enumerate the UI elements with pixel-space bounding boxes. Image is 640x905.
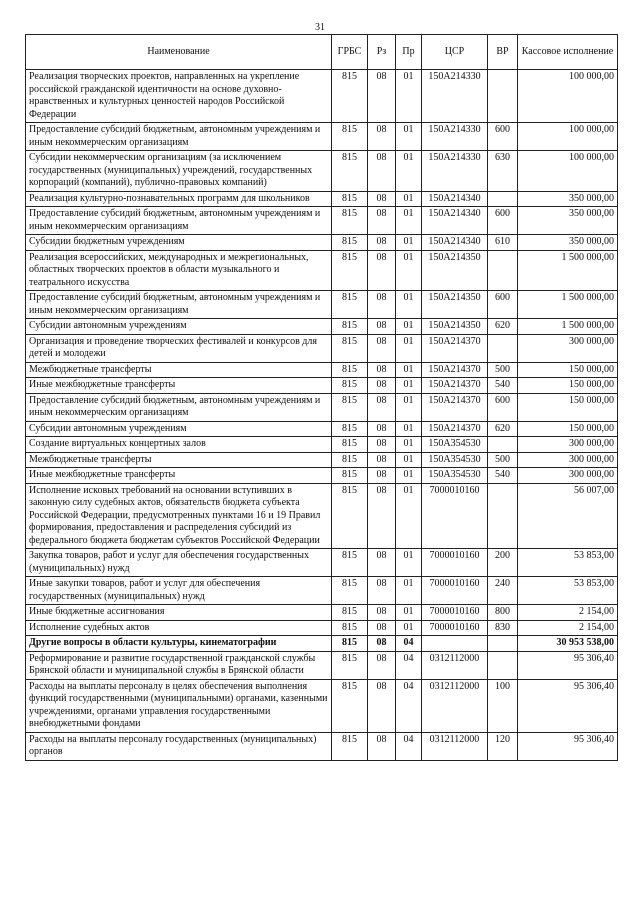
cell-name: Субсидии бюджетным учреждениям	[26, 235, 332, 251]
cell-csr: 7000010160	[422, 483, 488, 549]
cell-csr: 150A214370	[422, 378, 488, 394]
cell-pr: 01	[396, 452, 422, 468]
cell-pr: 04	[396, 651, 422, 679]
table-row	[26, 123, 618, 151]
cell-name: Субсидии автономным учреждениям	[26, 319, 332, 335]
cell-sum: 95 306,40	[518, 679, 618, 732]
cell-pr: 01	[396, 319, 422, 335]
cell-csr: 150A214340	[422, 207, 488, 235]
cell-csr: 150A214370	[422, 393, 488, 421]
budget-execution-table	[25, 34, 618, 761]
cell-rz: 08	[368, 151, 396, 192]
cell-pr: 01	[396, 483, 422, 549]
cell-name: Создание виртуальных концертных залов	[26, 437, 332, 453]
cell-rz: 08	[368, 291, 396, 319]
cell-name: Организация и проведение творческих фестивалей и конкурсов для детей и молодежи	[26, 334, 332, 362]
table-row	[26, 651, 618, 679]
cell-csr: 0312112000	[422, 732, 488, 760]
cell-name: Другие вопросы в области культуры, кинематографии	[26, 636, 332, 652]
cell-name: Иные межбюджетные трансферты	[26, 378, 332, 394]
cell-vr: 100	[488, 679, 518, 732]
cell-sum: 95 306,40	[518, 732, 618, 760]
cell-rz: 08	[368, 250, 396, 291]
cell-csr: 7000010160	[422, 577, 488, 605]
cell-grbs: 815	[332, 483, 368, 549]
cell-rz: 08	[368, 620, 396, 636]
cell-sum: 300 000,00	[518, 334, 618, 362]
cell-vr	[488, 70, 518, 123]
table-row	[26, 334, 618, 362]
cell-rz: 08	[368, 483, 396, 549]
cell-vr: 600	[488, 123, 518, 151]
cell-grbs: 815	[332, 362, 368, 378]
cell-rz: 08	[368, 468, 396, 484]
cell-sum: 150 000,00	[518, 362, 618, 378]
cell-sum: 56 007,00	[518, 483, 618, 549]
cell-csr: 7000010160	[422, 549, 488, 577]
cell-pr: 01	[396, 362, 422, 378]
cell-sum: 1 500 000,00	[518, 250, 618, 291]
cell-pr: 01	[396, 123, 422, 151]
cell-csr: 0312112000	[422, 651, 488, 679]
table-row	[26, 291, 618, 319]
header-name: Наименование	[26, 35, 332, 70]
table-row	[26, 679, 618, 732]
cell-sum: 95 306,40	[518, 651, 618, 679]
cell-name: Субсидии некоммерческим организациям (за исключением государственных (муниципальных) учреждений, государственных корпораций (компаний), публично-правовых компаний)	[26, 151, 332, 192]
cell-csr: 150A214330	[422, 123, 488, 151]
cell-vr	[488, 250, 518, 291]
cell-name: Межбюджетные трансферты	[26, 452, 332, 468]
cell-rz: 08	[368, 207, 396, 235]
cell-rz: 08	[368, 393, 396, 421]
cell-sum: 350 000,00	[518, 191, 618, 207]
cell-csr: 150A214340	[422, 191, 488, 207]
cell-grbs: 815	[332, 605, 368, 621]
table-row	[26, 437, 618, 453]
cell-csr: 150A214340	[422, 235, 488, 251]
cell-csr: 150A214370	[422, 334, 488, 362]
cell-pr: 01	[396, 151, 422, 192]
cell-name: Реализация культурно-познавательных программ для школьников	[26, 191, 332, 207]
table-row	[26, 577, 618, 605]
header-csr: ЦСР	[422, 35, 488, 70]
cell-vr: 500	[488, 452, 518, 468]
table-body	[26, 70, 618, 761]
cell-name: Исполнение судебных актов	[26, 620, 332, 636]
cell-vr	[488, 651, 518, 679]
cell-name: Предоставление субсидий бюджетным, автономным учреждениям и иным некоммерческим организациям	[26, 207, 332, 235]
cell-sum: 150 000,00	[518, 421, 618, 437]
cell-name: Иные закупки товаров, работ и услуг для обеспечения государственных (муниципальных) нужд	[26, 577, 332, 605]
table-row	[26, 378, 618, 394]
cell-csr: 150A214370	[422, 421, 488, 437]
cell-vr	[488, 437, 518, 453]
cell-pr: 01	[396, 235, 422, 251]
cell-sum: 300 000,00	[518, 468, 618, 484]
cell-sum: 1 500 000,00	[518, 291, 618, 319]
header-pr: Пр	[396, 35, 422, 70]
cell-csr: 150A214350	[422, 291, 488, 319]
cell-vr: 200	[488, 549, 518, 577]
cell-sum: 100 000,00	[518, 70, 618, 123]
cell-grbs: 815	[332, 679, 368, 732]
cell-name: Субсидии автономным учреждениям	[26, 421, 332, 437]
cell-vr: 120	[488, 732, 518, 760]
cell-csr: 150A214350	[422, 319, 488, 335]
table-row	[26, 235, 618, 251]
cell-grbs: 815	[332, 70, 368, 123]
cell-grbs: 815	[332, 291, 368, 319]
table-row	[26, 452, 618, 468]
table-row	[26, 393, 618, 421]
cell-grbs: 815	[332, 651, 368, 679]
cell-name: Расходы на выплаты персоналу государственных (муниципальных) органов	[26, 732, 332, 760]
cell-pr: 01	[396, 437, 422, 453]
cell-rz: 08	[368, 651, 396, 679]
cell-pr: 01	[396, 468, 422, 484]
cell-name: Предоставление субсидий бюджетным, автономным учреждениям и иным некоммерческим организациям	[26, 393, 332, 421]
cell-csr: 150A214330	[422, 151, 488, 192]
cell-grbs: 815	[332, 393, 368, 421]
cell-grbs: 815	[332, 468, 368, 484]
cell-name: Предоставление субсидий бюджетным, автономным учреждениям и иным некоммерческим организациям	[26, 123, 332, 151]
cell-vr	[488, 483, 518, 549]
cell-vr: 540	[488, 378, 518, 394]
cell-rz: 08	[368, 421, 396, 437]
cell-grbs: 815	[332, 250, 368, 291]
cell-pr: 01	[396, 421, 422, 437]
cell-pr: 01	[396, 577, 422, 605]
header-grbs: ГРБС	[332, 35, 368, 70]
cell-sum: 150 000,00	[518, 393, 618, 421]
cell-csr: 150A214350	[422, 250, 488, 291]
table-header-row	[26, 35, 618, 70]
cell-grbs: 815	[332, 421, 368, 437]
page-number: 31	[315, 22, 325, 33]
cell-grbs: 815	[332, 207, 368, 235]
cell-csr: 7000010160	[422, 620, 488, 636]
cell-vr: 800	[488, 605, 518, 621]
cell-rz: 08	[368, 549, 396, 577]
cell-csr	[422, 636, 488, 652]
cell-grbs: 815	[332, 378, 368, 394]
cell-rz: 08	[368, 679, 396, 732]
cell-grbs: 815	[332, 636, 368, 652]
table-row	[26, 207, 618, 235]
cell-pr: 01	[396, 378, 422, 394]
cell-csr: 150A214330	[422, 70, 488, 123]
cell-rz: 08	[368, 577, 396, 605]
cell-pr: 01	[396, 70, 422, 123]
table-row	[26, 468, 618, 484]
cell-pr: 01	[396, 620, 422, 636]
table-row	[26, 483, 618, 549]
cell-grbs: 815	[332, 452, 368, 468]
cell-grbs: 815	[332, 334, 368, 362]
cell-rz: 08	[368, 605, 396, 621]
cell-rz: 08	[368, 319, 396, 335]
cell-grbs: 815	[332, 732, 368, 760]
cell-grbs: 815	[332, 319, 368, 335]
cell-name: Иные межбюджетные трансферты	[26, 468, 332, 484]
cell-pr: 01	[396, 291, 422, 319]
cell-sum: 100 000,00	[518, 151, 618, 192]
table-row	[26, 636, 618, 652]
cell-vr: 500	[488, 362, 518, 378]
cell-sum: 350 000,00	[518, 235, 618, 251]
cell-vr: 620	[488, 421, 518, 437]
cell-rz: 08	[368, 362, 396, 378]
cell-rz: 08	[368, 452, 396, 468]
cell-grbs: 815	[332, 151, 368, 192]
cell-rz: 08	[368, 378, 396, 394]
table-row	[26, 191, 618, 207]
cell-csr: 150A214370	[422, 362, 488, 378]
cell-sum: 53 853,00	[518, 549, 618, 577]
cell-rz: 08	[368, 191, 396, 207]
table-row	[26, 732, 618, 760]
cell-vr: 620	[488, 319, 518, 335]
cell-rz: 08	[368, 334, 396, 362]
cell-sum: 1 500 000,00	[518, 319, 618, 335]
header-rz: Рз	[368, 35, 396, 70]
cell-rz: 08	[368, 732, 396, 760]
cell-name: Закупка товаров, работ и услуг для обеспечения государственных (муниципальных) нужд	[26, 549, 332, 577]
header-vr: ВР	[488, 35, 518, 70]
cell-name: Исполнение исковых требований на основании вступивших в законную силу судебных актов, обязательств бюджета субъекта Российской Федерации, предусмотренных пунктами 16 и 19 Правил формирования, предоставления и распределения субсидий из федерального бюджета бюджетам субъектов Российской Федерации	[26, 483, 332, 549]
cell-vr: 540	[488, 468, 518, 484]
cell-csr: 150A354530	[422, 452, 488, 468]
table-row	[26, 151, 618, 192]
cell-rz: 08	[368, 636, 396, 652]
cell-csr: 150A354530	[422, 437, 488, 453]
table-row	[26, 549, 618, 577]
cell-pr: 01	[396, 549, 422, 577]
table-row	[26, 605, 618, 621]
table-row	[26, 319, 618, 335]
table-row	[26, 421, 618, 437]
cell-grbs: 815	[332, 549, 368, 577]
cell-sum: 350 000,00	[518, 207, 618, 235]
cell-csr: 150A354530	[422, 468, 488, 484]
cell-pr: 04	[396, 679, 422, 732]
cell-pr: 04	[396, 732, 422, 760]
cell-pr: 01	[396, 605, 422, 621]
cell-grbs: 815	[332, 123, 368, 151]
cell-vr: 830	[488, 620, 518, 636]
cell-csr: 7000010160	[422, 605, 488, 621]
cell-name: Предоставление субсидий бюджетным, автономным учреждениям и иным некоммерческим организациям	[26, 291, 332, 319]
cell-grbs: 815	[332, 577, 368, 605]
cell-sum: 2 154,00	[518, 620, 618, 636]
cell-pr: 01	[396, 250, 422, 291]
cell-name: Реализация всероссийских, международных и межрегиональных, областных творческих проектов в области музыкального и театрального искусства	[26, 250, 332, 291]
cell-name: Реализация творческих проектов, направленных на укрепление российской гражданской идентичности на основе духовно-нравственных и культурных ценностей народов Российской Федерации	[26, 70, 332, 123]
cell-name: Межбюджетные трансферты	[26, 362, 332, 378]
cell-rz: 08	[368, 235, 396, 251]
cell-sum: 53 853,00	[518, 577, 618, 605]
cell-rz: 08	[368, 70, 396, 123]
cell-rz: 08	[368, 123, 396, 151]
cell-grbs: 815	[332, 437, 368, 453]
cell-sum: 150 000,00	[518, 378, 618, 394]
cell-vr: 630	[488, 151, 518, 192]
cell-vr	[488, 191, 518, 207]
cell-vr	[488, 334, 518, 362]
cell-name: Иные бюджетные ассигнования	[26, 605, 332, 621]
table-row	[26, 362, 618, 378]
cell-vr: 610	[488, 235, 518, 251]
cell-grbs: 815	[332, 620, 368, 636]
cell-sum: 30 953 538,00	[518, 636, 618, 652]
cell-sum: 2 154,00	[518, 605, 618, 621]
header-sum: Кассовое исполнение	[518, 35, 618, 70]
cell-sum: 100 000,00	[518, 123, 618, 151]
cell-vr: 600	[488, 291, 518, 319]
cell-pr: 01	[396, 191, 422, 207]
table-row	[26, 70, 618, 123]
cell-pr: 01	[396, 207, 422, 235]
cell-pr: 01	[396, 393, 422, 421]
cell-pr: 04	[396, 636, 422, 652]
table-row	[26, 250, 618, 291]
cell-name: Реформирование и развитие государственной гражданской службы Брянской области и муниципальной службы в Брянской области	[26, 651, 332, 679]
cell-vr: 600	[488, 207, 518, 235]
cell-vr	[488, 636, 518, 652]
cell-grbs: 815	[332, 235, 368, 251]
cell-vr: 240	[488, 577, 518, 605]
cell-vr: 600	[488, 393, 518, 421]
cell-rz: 08	[368, 437, 396, 453]
cell-name: Расходы на выплаты персоналу в целях обеспечения выполнения функций государственными (муниципальными) органами, казенными учреждениями, органами управления государственными внебюджетными фондами	[26, 679, 332, 732]
cell-sum: 300 000,00	[518, 437, 618, 453]
table-row	[26, 620, 618, 636]
cell-csr: 0312112000	[422, 679, 488, 732]
cell-grbs: 815	[332, 191, 368, 207]
cell-sum: 300 000,00	[518, 452, 618, 468]
cell-pr: 01	[396, 334, 422, 362]
